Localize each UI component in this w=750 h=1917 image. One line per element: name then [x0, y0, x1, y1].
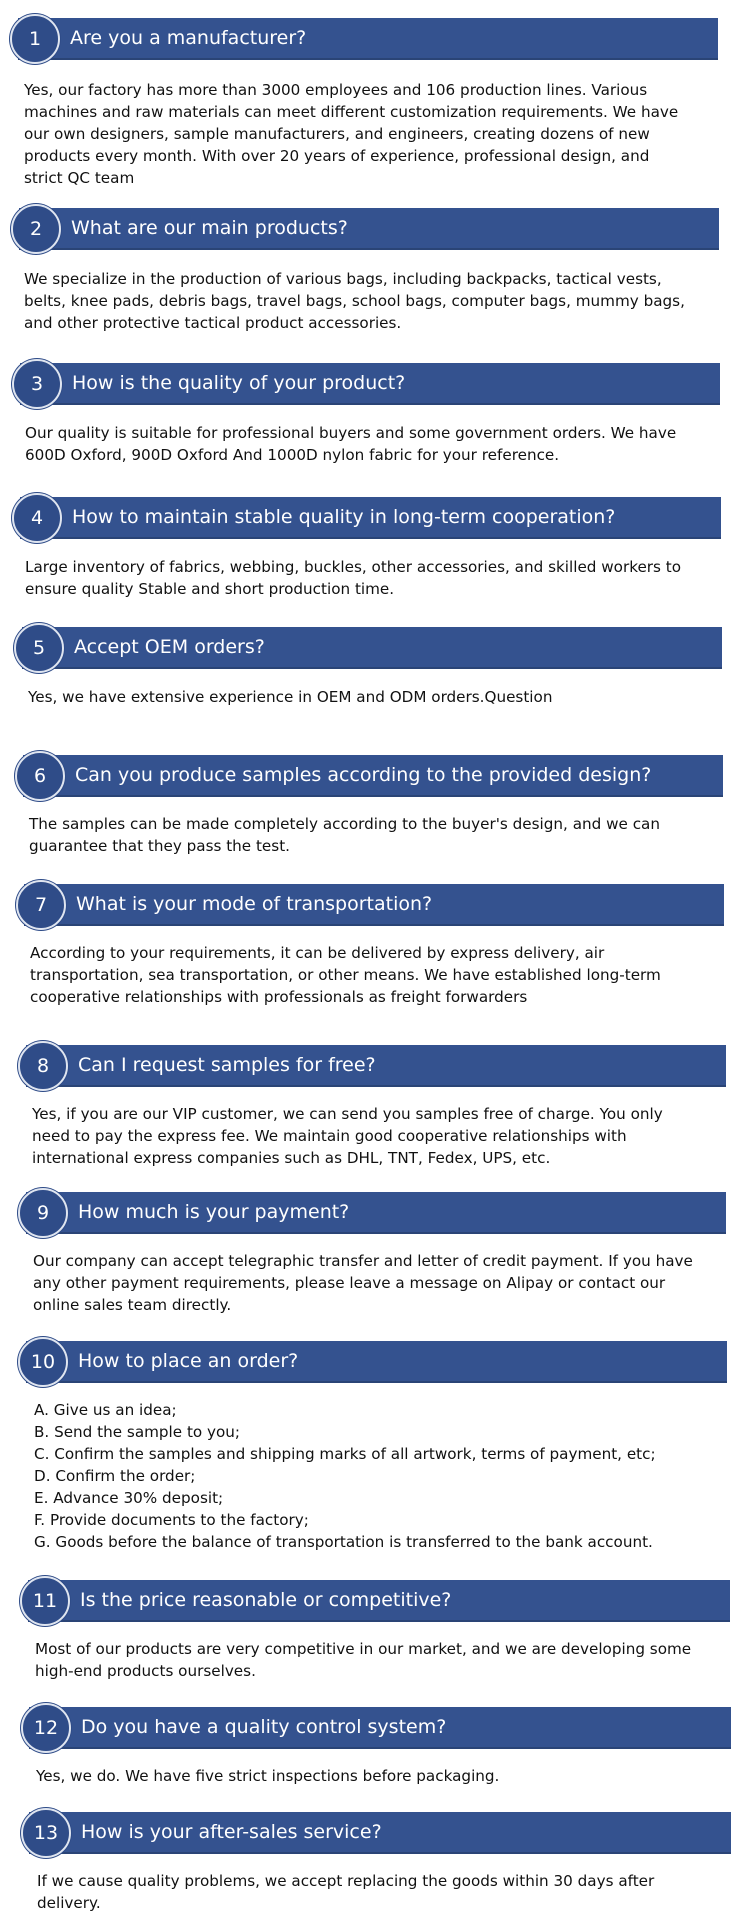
- question-text: How to place an order?: [78, 1350, 299, 1372]
- answer-text: According to your requirements, it can be delivered by express delivery, air transportation, sea transportation, or other means. We have established long-term cooperative relationships with professionals as freight forwarders: [30, 944, 661, 1006]
- question-number: 11: [20, 1576, 70, 1626]
- question-number: 1: [10, 14, 60, 64]
- question-number: 3: [12, 359, 62, 409]
- answer-text: Large inventory of fabrics, webbing, buckles, other accessories, and skilled workers to ensure quality Stable and short production time.: [25, 558, 682, 598]
- question-text: Is the price reasonable or competitive?: [80, 1589, 452, 1611]
- question-text: Can you produce samples according to the provided design?: [75, 764, 652, 786]
- question-text: Can I request samples for free?: [78, 1054, 376, 1076]
- question-number: 13: [21, 1808, 71, 1858]
- question-number: 6: [15, 751, 65, 801]
- question-number: 8: [18, 1041, 68, 1091]
- question-text: What are our main products?: [71, 217, 348, 239]
- question-text: What is your mode of transportation?: [76, 893, 433, 915]
- question-bar: [26, 1192, 726, 1234]
- answer-text: A. Give us an idea; B. Send the sample to you; C. Confirm the samples and shipping marks of all artwork, terms of payment, etc; D. Confirm the order; E. Advance 30% deposit; F. Provide documents to the factory; G. Goods before the balance of transportation is transferred to the bank account.: [34, 1401, 656, 1551]
- question-text: Accept OEM orders?: [74, 636, 265, 658]
- question-number: 9: [18, 1188, 68, 1238]
- question-number: 2: [11, 204, 61, 254]
- question-number: 10: [18, 1337, 68, 1387]
- question-number: 5: [14, 623, 64, 673]
- question-text: Do you have a quality control system?: [81, 1716, 447, 1738]
- question-bar: [19, 208, 719, 250]
- question-text: Are you a manufacturer?: [70, 27, 307, 49]
- question-number: 7: [16, 880, 66, 930]
- answer-text: If we cause quality problems, we accept replacing the goods within 30 days after delivery.: [37, 1872, 655, 1912]
- question-bar: [29, 1812, 731, 1854]
- answer-text: Yes, if you are our VIP customer, we can send you samples free of charge. You only need to pay the express fee. We maintain good cooperative relationships with international express companies such as DHL, TNT, Fedex, UPS, etc.: [32, 1105, 663, 1167]
- question-number: 12: [21, 1703, 71, 1753]
- question-bar: [26, 1045, 726, 1087]
- answer-text: The samples can be made completely according to the buyer's design, and we can guarantee that they pass the test.: [29, 815, 660, 855]
- question-number: 4: [12, 493, 62, 543]
- answer-text: Yes, we do. We have five strict inspections before packaging.: [36, 1767, 500, 1785]
- question-bar: [22, 627, 722, 669]
- question-text: How to maintain stable quality in long-term cooperation?: [72, 506, 616, 528]
- answer-text: Our quality is suitable for professional buyers and some government orders. We have 600D Oxford, 900D Oxford And 1000D nylon fabric for your reference.: [25, 424, 677, 464]
- answer-text: Our company can accept telegraphic transfer and letter of credit payment. If you have any other payment requirements, please leave a message on Alipay or contact our online sales team directly.: [33, 1252, 693, 1314]
- question-bar: [24, 884, 724, 926]
- question-text: How is your after-sales service?: [81, 1821, 382, 1843]
- question-bar: [20, 363, 720, 405]
- question-text: How is the quality of your product?: [72, 372, 406, 394]
- question-bar: [26, 1341, 727, 1383]
- answer-text: Yes, we have extensive experience in OEM and ODM orders.Question: [28, 688, 553, 706]
- question-bar: [28, 1580, 730, 1622]
- question-bar: [20, 497, 721, 539]
- question-text: How much is your payment?: [78, 1201, 350, 1223]
- answer-text: Yes, our factory has more than 3000 employees and 106 production lines. Various machines and raw materials can meet different customization requirements. We have our own designers, sample manufacturers, and engineers, creating dozens of new products every month. With over 20 years of experience, professional design, and strict QC team: [24, 81, 679, 187]
- question-bar: [23, 755, 723, 797]
- question-bar: [18, 18, 718, 60]
- answer-text: We specialize in the production of various bags, including backpacks, tactical vests, belts, knee pads, debris bags, travel bags, school bags, computer bags, mummy bags, and other protective tactical product accessories.: [24, 270, 685, 332]
- answer-text: Most of our products are very competitive in our market, and we are developing some high-end products ourselves.: [35, 1640, 692, 1680]
- question-bar: [29, 1707, 731, 1749]
